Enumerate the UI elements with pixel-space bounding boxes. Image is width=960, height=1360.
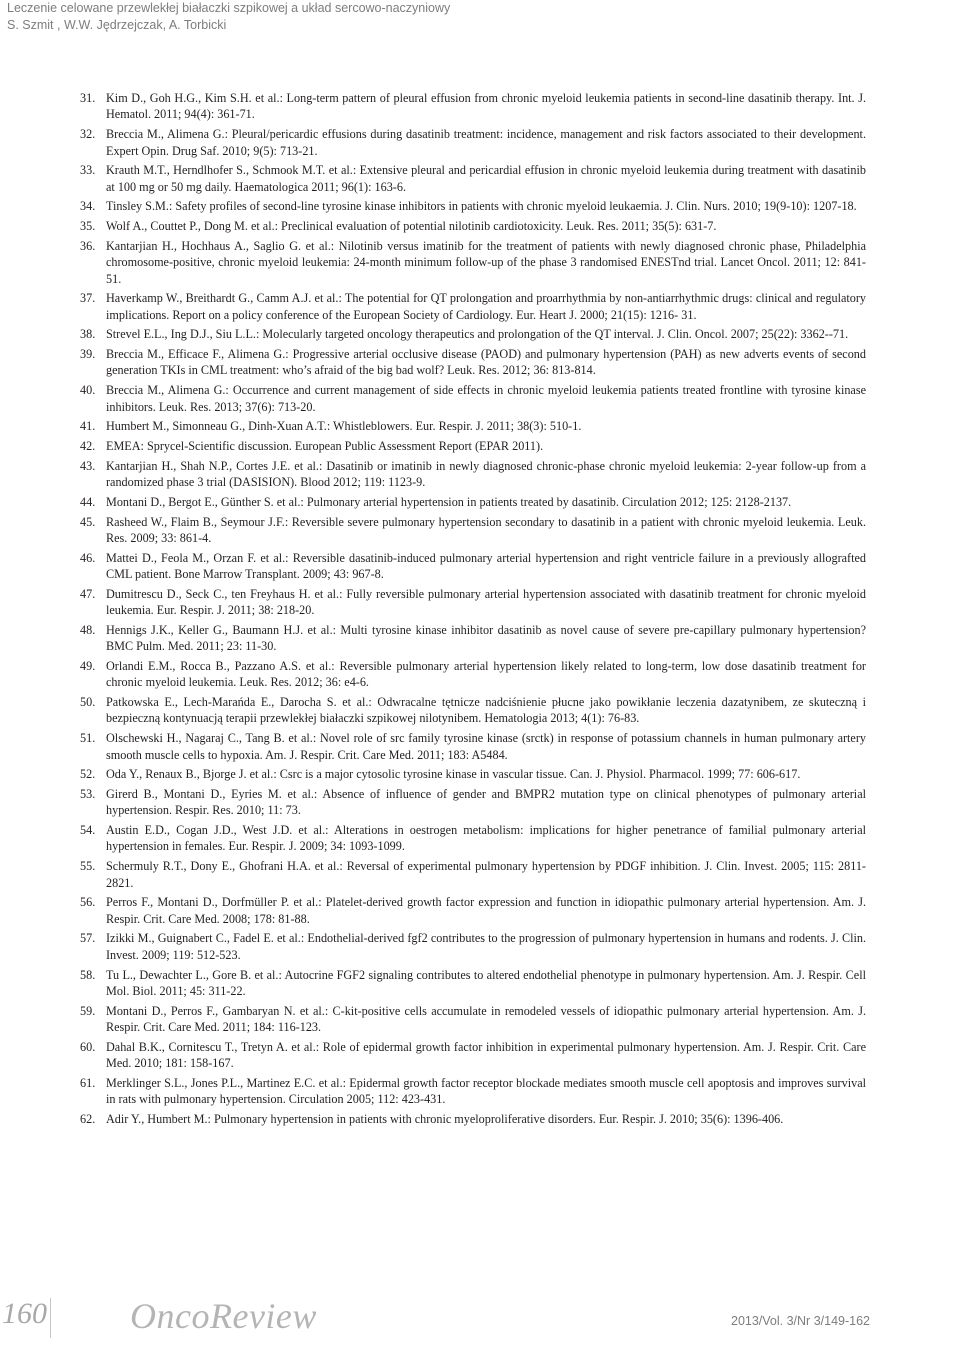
reference-text: Patkowska E., Lech-Marańda E., Darocha S. et al.: Odwracalne tętnicze nadciśnienie płucne jako powikłanie leczenia dazatynibem, ze skuteczną i bezpieczną kontynuacją terapii przewlekłej białaczki szpikowej nilotynibem. Hematologia 2013; 4(1): 76-83.	[106, 695, 866, 726]
reference-text: Girerd B., Montani D., Eyries M. et al.: Absence of influence of gender and BMPR2 mutation type on clinical phenotypes of pulmonary arterial hypertension. Respir. Res. 2010; 11: 73.	[106, 786, 866, 818]
reference-item	[80, 694, 866, 727]
reference-item	[80, 198, 866, 214]
reference-text: Breccia M., Alimena G.: Occurrence and current management of side effects in chronic myeloid leukemia patients treated frontline with tyrosine kinase inhibitors. Leuk. Res. 2013; 37(6): 713-20.	[106, 383, 866, 414]
reference-item	[80, 1039, 866, 1072]
reference-item	[80, 622, 866, 655]
reference-number: 38.	[80, 327, 96, 342]
reference-text: Rasheed W., Flaim B., Seymour J.F.: Reversible severe pulmonary hypertension secondary to dasatinib in a patient with chronic myeloid leukemia. Leuk. Res. 2009; 33: 861-4.	[106, 514, 866, 545]
reference-item	[80, 586, 866, 619]
reference-text: Tinsley S.M.: Safety profiles of second-line tyrosine kinase inhibitors in patients with chronic myeloid leukaemia. J. Clin. Nurs. 2010; 19(9-10): 1207-18.	[106, 199, 857, 214]
reference-item	[80, 494, 866, 510]
reference-item	[80, 382, 866, 415]
reference-text: Breccia M., Efficace F., Alimena G.: Progressive arterial occlusive disease (PAOD) and pulmonary hypertension (PAH) as new adverts events of second generation TKIs in CML treatment: who’s afraid of the big bad wolf? Leuk. Res. 2012; 36: 813-814.	[106, 347, 866, 378]
reference-text: Dahal B.K., Cornitescu T., Tretyn A. et al.: Role of epidermal growth factor inhibition in experimental pulmonary hypertension. Am. J. Respir. Crit. Care Med. 2010; 181: 158-167.	[106, 1039, 866, 1071]
reference-number: 61.	[80, 1075, 96, 1090]
reference-text: Austin E.D., Cogan J.D., West J.D. et al.: Alterations in oestrogen metabolism: implications for higher penetrance of familial pulmonary arterial hypertension in females. Eur. Respir. J. 2009; 34: 1093-1099.	[106, 823, 866, 854]
reference-number: 52.	[80, 767, 96, 782]
reference-list	[80, 90, 866, 1131]
reference-number: 54.	[80, 823, 96, 838]
reference-item	[80, 1111, 866, 1127]
reference-number: 56.	[80, 895, 96, 910]
journal-logo: OncoReview	[130, 1296, 317, 1336]
reference-item	[80, 766, 866, 782]
reference-text: Schermuly R.T., Dony E., Ghofrani H.A. et al.: Reversal of experimental pulmonary hypertension by PDGF inhibition. J. Clin. Invest. 2005; 115: 2811-2821.	[106, 859, 866, 890]
reference-item	[80, 1003, 866, 1036]
reference-number: 34.	[80, 199, 96, 214]
reference-item	[80, 658, 866, 691]
reference-number: 50.	[80, 695, 96, 710]
reference-number: 48.	[80, 622, 96, 637]
reference-text: Olschewski H., Nagaraj C., Tang B. et al.: Novel role of src family tyrosine kinase (srctk) in response of potassium channels in human pulmonary artery smooth muscle cells to hypoxia. Am. J. Respir. Crit. Care Med. 2011; 183: A5484.	[106, 731, 866, 762]
reference-text: Oda Y., Renaux B., Bjorge J. et al.: Csrc is a major cytosolic tyrosine kinase in vascular tissue. Can. J. Physiol. Pharmacol. 1999; 77: 606-617.	[106, 767, 801, 782]
reference-text: Orlandi E.M., Rocca B., Pazzano A.S. et al.: Reversible pulmonary arterial hypertension likely related to long-term, low dose dasatinib treatment for chronic myeloid leukemia. Leuk. Res. 2012; 36: e4-6.	[106, 658, 866, 690]
reference-number: 31.	[80, 91, 96, 105]
reference-text: Mattei D., Feola M., Orzan F. et al.: Reversible dasatinib-induced pulmonary arterial hypertension and right ventricle failure in a previously allografted CML patient. Bone Marrow Transplant. 2009; 43: 967-8.	[106, 550, 866, 582]
reference-number: 46.	[80, 550, 96, 565]
reference-item	[80, 438, 866, 454]
reference-item	[80, 730, 866, 763]
reference-text: Merklinger S.L., Jones P.L., Martinez E.C. et al.: Epidermal growth factor receptor blockade mediates smooth muscle cell apoptosis and improves survival in rats with pulmonary hypertension. Circulation 2005; 112: 423-431.	[106, 1075, 866, 1107]
reference-number: 47.	[80, 586, 96, 601]
reference-number: 44.	[80, 494, 96, 509]
reference-item	[80, 162, 866, 195]
reference-number: 45.	[80, 514, 96, 529]
running-title: Leczenie celowane przewlekłej białaczki szpikowej a układ sercowo-naczyniowy	[7, 1, 451, 15]
reference-text: Izikki M., Guignabert C., Fadel E. et al.: Endothelial-derived fgf2 contributes to the progression of pulmonary hypertension in humans and rodents. J. Clin. Invest. 2009; 119: 512-523.	[106, 931, 866, 962]
reference-item	[80, 894, 866, 927]
reference-number: 57.	[80, 931, 96, 946]
reference-item	[80, 514, 866, 547]
reference-item	[80, 858, 866, 891]
reference-text: Humbert M., Simonneau G., Dinh-Xuan A.T.: Whistleblowers. Eur. Respir. J. 2011; 38(3): 510-1.	[106, 419, 582, 434]
reference-number: 41.	[80, 419, 96, 434]
reference-number: 39.	[80, 347, 96, 362]
reference-text: Montani D., Perros F., Gambaryan N. et al.: C-kit-positive cells accumulate in remodeled vessels of idiopathic pulmonary arterial hypertension. Am. J. Respir. Crit. Care Med. 2011; 184: 116-123.	[106, 1003, 866, 1035]
reference-number: 51.	[80, 731, 96, 746]
reference-item	[80, 967, 866, 1000]
reference-text: Breccia M., Alimena G.: Pleural/pericardic effusions during dasatinib treatment: incidence, management and risk factors associated to their development. Expert Opin. Drug Saf. 2010; 9(5): 713-21.	[106, 127, 866, 158]
running-header	[7, 0, 907, 34]
reference-number: 40.	[80, 383, 96, 398]
reference-item	[80, 326, 866, 342]
reference-text: Tu L., Dewachter L., Gore B. et al.: Autocrine FGF2 signaling contributes to altered endothelial phenotype in pulmonary hypertension. Am. J. Respir. Cell Mol. Biol. 2011; 45: 311-22.	[106, 967, 866, 998]
reference-number: 36.	[80, 238, 96, 253]
reference-item	[80, 458, 866, 491]
reference-item	[80, 218, 866, 234]
reference-text: Hennigs J.K., Keller G., Baumann H.J. et al.: Multi tyrosine kinase inhibitor dasatinib as novel cause of severe pre-capillary pulmonary hypertension? BMC Pulm. Med. 2011; 23: 11-30.	[106, 622, 866, 654]
reference-number: 59.	[80, 1003, 96, 1018]
reference-number: 49.	[80, 658, 96, 673]
reference-item	[80, 786, 866, 819]
reference-text: Kantarjian H., Shah N.P., Cortes J.E. et al.: Dasatinib or imatinib in newly diagnosed chronic-phase chronic myeloid leukemia: 2-year follow-up from a randomized phase 3 trial (DASISION). Blood 2012; 119: 1123-9.	[106, 458, 866, 490]
reference-text: Krauth M.T., Herndlhofer S., Schmook M.T. et al.: Extensive pleural and pericardial effusion in chronic myeloid leukemia during treatment with dasatinib at 100 mg or 50 mg daily. Haematologica 2011; 96(1): 163-6.	[106, 163, 866, 194]
reference-number: 60.	[80, 1039, 96, 1054]
reference-text: Adir Y., Humbert M.: Pulmonary hypertension in patients with chronic myeloproliferative disorders. Eur. Respir. J. 2010; 35(6): 1396-406.	[106, 1111, 784, 1126]
reference-text: Kim D., Goh H.G., Kim S.H. et al.: Long-term pattern of pleural effusion from chronic myeloid leukemia patients in second-line dasatinib therapy. Int. J. Hematol. 2011; 94(4): 361-71.	[106, 91, 866, 122]
reference-number: 35.	[80, 219, 96, 234]
reference-item	[80, 418, 866, 434]
reference-item	[80, 90, 866, 123]
reference-item	[80, 126, 866, 159]
reference-number: 55.	[80, 859, 96, 874]
reference-text: Kantarjian H., Hochhaus A., Saglio G. et al.: Nilotinib versus imatinib for the treatment of patients with newly diagnosed chronic phase, Philadelphia chromosome-positive, chronic myeloid leukemia: 24-month minimum follow-up of the phase 3 randomised ENESTnd trial. Lancet Oncol. 2011; 12: 841-51.	[106, 238, 866, 286]
reference-number: 42.	[80, 438, 96, 453]
reference-number: 58.	[80, 967, 96, 982]
footer-divider	[50, 1298, 51, 1338]
reference-text: Perros F., Montani D., Dorfmüller P. et al.: Platelet-derived growth factor expression and function in idiopathic pulmonary arterial hypertension. Am. J. Respir. Crit. Care Med. 2008; 178: 81-88.	[106, 895, 866, 926]
reference-item	[80, 930, 866, 963]
reference-number: 43.	[80, 458, 96, 473]
reference-item	[80, 550, 866, 583]
reference-text: Dumitrescu D., Seck C., ten Freyhaus H. et al.: Fully reversible pulmonary arterial hypertension associated with dasatinib treatment for chronic myeloid leukemia. Eur. Respir. J. 2011; 38: 218-20.	[106, 586, 866, 618]
page-number: 160	[2, 1297, 47, 1330]
reference-text: Wolf A., Couttet P., Dong M. et al.: Preclinical evaluation of potential nilotinib cardiotoxicity. Leuk. Res. 2011; 35(5): 631-7.	[106, 219, 717, 234]
reference-number: 33.	[80, 163, 96, 178]
reference-text: Haverkamp W., Breithardt G., Camm A.J. et al.: The potential for QT prolongation and proarrhythmia by non-antiarrhythmic drugs: clinical and regulatory implications. Report on a policy conference of the European Society of Cardiology. Eur. Heart J. 2000; 21(15): 1216- 31.	[106, 291, 866, 322]
reference-number: 37.	[80, 291, 96, 306]
reference-item	[80, 346, 866, 379]
reference-item	[80, 238, 866, 287]
issue-info: 2013/Vol. 3/Nr 3/149-162	[731, 1314, 870, 1328]
reference-number: 32.	[80, 127, 96, 142]
reference-item	[80, 290, 866, 323]
reference-number: 62.	[80, 1111, 96, 1126]
reference-number: 53.	[80, 786, 96, 801]
reference-text: EMEA: Sprycel-Scientific discussion. European Public Assessment Report (EPAR 2011).	[106, 438, 544, 453]
reference-text: Strevel E.L., Ing D.J., Siu L.L.: Molecularly targeted oncology therapeutics and prolongation of the QT interval. J. Clin. Oncol. 2007; 25(22): 3362--71.	[106, 327, 849, 342]
reference-item	[80, 822, 866, 855]
reference-item	[80, 1075, 866, 1108]
reference-text: Montani D., Bergot E., Günther S. et al.: Pulmonary arterial hypertension in patients treated by dasatinib. Circulation 2012; 125: 2128-2137.	[106, 494, 792, 509]
running-authors: S. Szmit , W.W. Jędrzejczak, A. Torbicki	[7, 18, 227, 32]
